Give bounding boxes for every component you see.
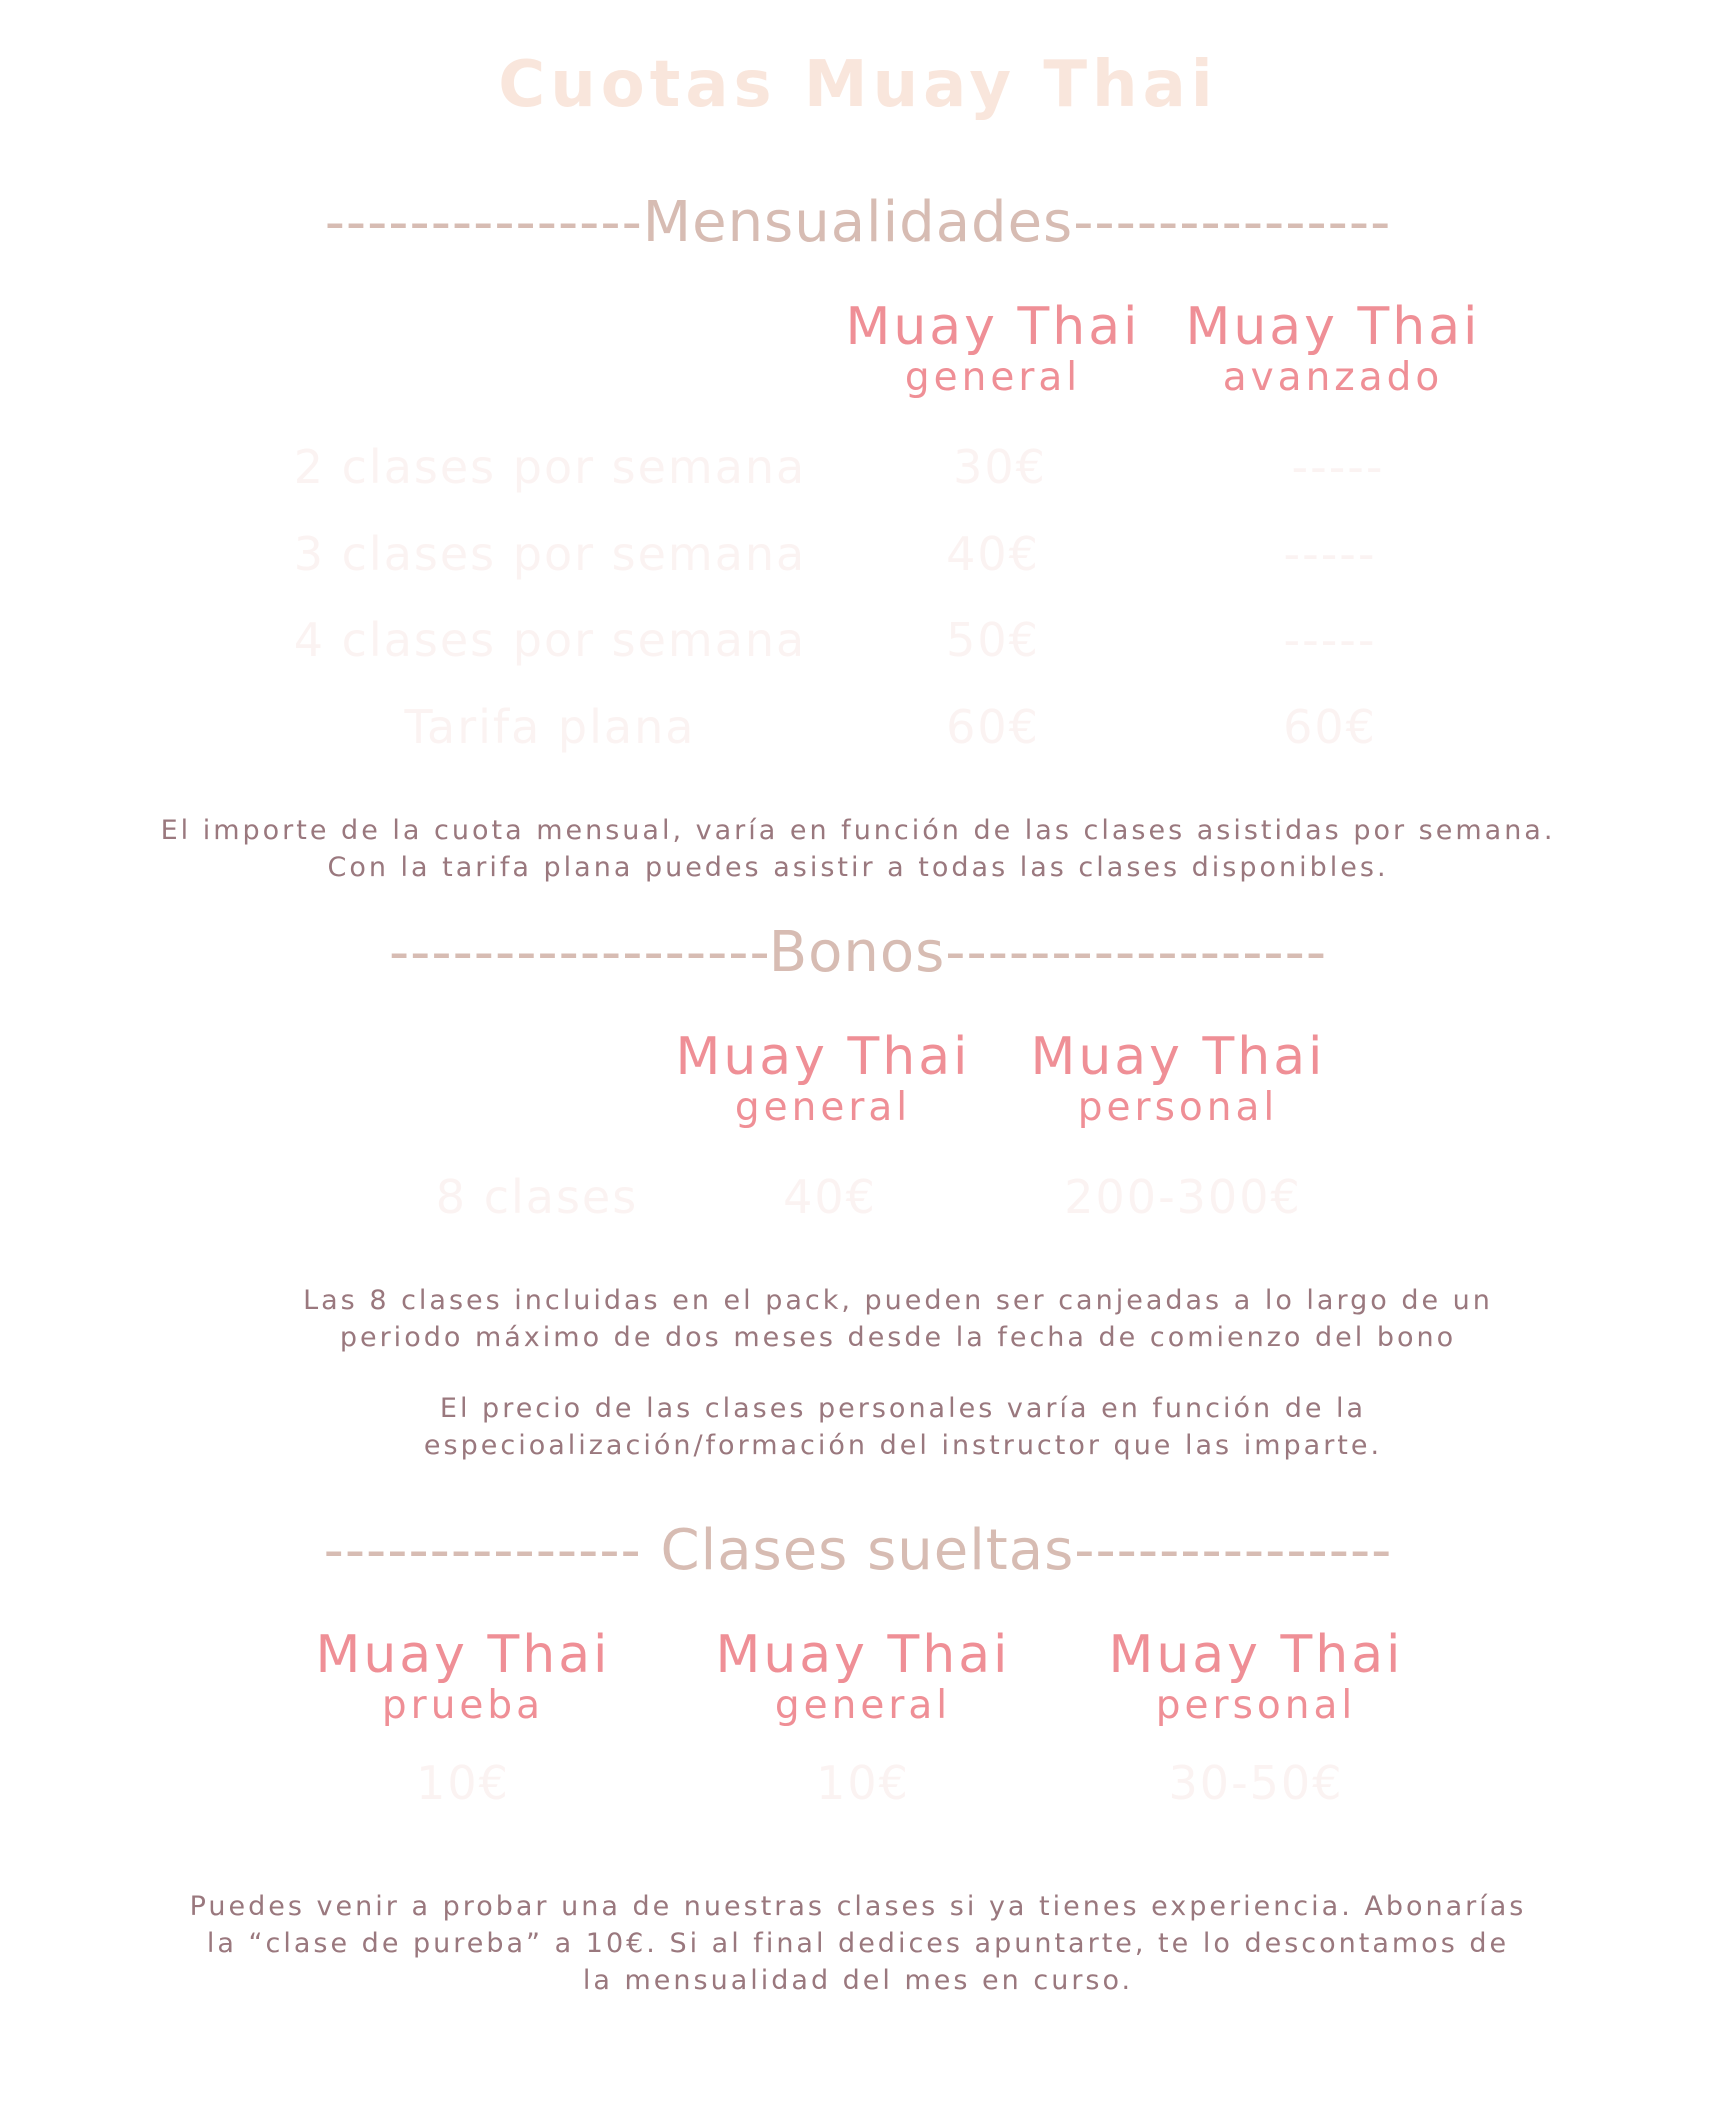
note-line: El importe de la cuota mensual, varía en función de las clases asistidas por semana.: [160, 815, 1556, 846]
price-avanzado: -----: [1283, 527, 1377, 581]
clases-sueltas-note: [190, 1888, 1527, 1999]
price-avanzado: 60€: [1283, 700, 1377, 754]
row-label: 3 clases por semana: [293, 527, 807, 581]
price-general: 50€: [946, 613, 1040, 667]
price-general: 30€: [953, 440, 1047, 494]
note-line: periodo máximo de dos meses desde la fecha de comienzo del bono: [339, 1322, 1457, 1353]
column-title: Muay Thai: [315, 1625, 611, 1685]
note-line: Puedes venir a probar una de nuestras clases si ya tienes experiencia. Abonarías: [189, 1891, 1527, 1922]
note-line: especioalización/formación del instructor que las imparte.: [423, 1430, 1383, 1461]
mensualidades-column-avanzado: [1185, 298, 1480, 400]
column-title: Muay Thai: [715, 1625, 1011, 1685]
column-title: Muay Thai: [1185, 297, 1481, 357]
mensualidades-column-general: [845, 298, 1140, 400]
note-line: la “clase de pureba” a 10€. Si al final dedices apuntarte, te lo descontamos de: [206, 1928, 1510, 1959]
price-avanzado: -----: [1283, 613, 1377, 667]
column-subtitle: prueba: [381, 1683, 545, 1728]
page-title: Cuotas Muay Thai: [498, 48, 1218, 122]
price-personal: 200-300€: [1064, 1170, 1302, 1224]
column-title: Muay Thai: [1030, 1027, 1326, 1087]
price-general: 40€: [783, 1170, 877, 1224]
clases-sueltas-column-personal: [1108, 1626, 1403, 1810]
column-subtitle: avanzado: [1222, 355, 1444, 400]
column-subtitle: personal: [1155, 1683, 1357, 1728]
price-general: 60€: [946, 700, 1040, 754]
bonos-note-personal: [424, 1390, 1382, 1464]
note-line: Las 8 clases incluidas en el pack, pueden ser canjeadas a lo largo de un: [303, 1285, 1493, 1316]
section-heading-clases-sueltas: --------------- Clases sueltas---------------: [323, 1518, 1393, 1583]
column-title: Muay Thai: [1108, 1625, 1404, 1685]
column-subtitle: general: [904, 355, 1082, 400]
price: 30-50€: [1168, 1756, 1344, 1810]
price-avanzado: -----: [1291, 440, 1385, 494]
bonos-note-pack: [303, 1282, 1493, 1356]
price: 10€: [416, 1756, 510, 1810]
row-label: 4 clases por semana: [293, 613, 807, 667]
row-label: 8 clases: [435, 1170, 639, 1224]
column-subtitle: general: [734, 1085, 912, 1130]
column-title: Muay Thai: [845, 297, 1141, 357]
clases-sueltas-column-general: [715, 1626, 1010, 1810]
note-line: El precio de las clases personales varía en función de la: [439, 1393, 1367, 1424]
column-subtitle: general: [774, 1683, 952, 1728]
price: 10€: [816, 1756, 910, 1810]
row-label: Tarifa plana: [404, 700, 696, 754]
column-subtitle: personal: [1077, 1085, 1279, 1130]
section-heading-bonos: ------------------Bonos------------------: [388, 920, 1328, 985]
bonos-column-personal: [1030, 1028, 1325, 1130]
clases-sueltas-column-prueba: [315, 1626, 610, 1810]
note-line: Con la tarifa plana puedes asistir a todas las clases disponibles.: [327, 852, 1389, 883]
price-general: 40€: [946, 527, 1040, 581]
section-heading-mensualidades: ---------------Mensualidades---------------: [324, 190, 1392, 255]
column-title: Muay Thai: [675, 1027, 971, 1087]
row-label: 2 clases por semana: [293, 440, 807, 494]
mensualidades-note: [161, 812, 1556, 886]
bonos-column-general: [675, 1028, 970, 1130]
note-line: la mensualidad del mes en curso.: [582, 1965, 1134, 1996]
